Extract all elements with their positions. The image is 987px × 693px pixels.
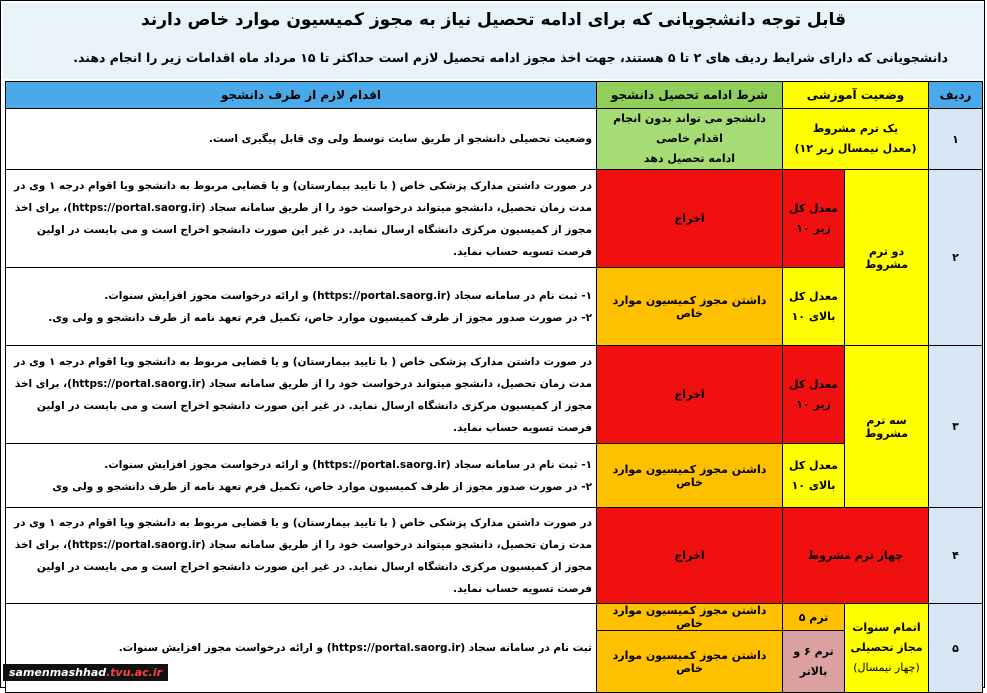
status-line: (چهار نیمسال): [853, 661, 920, 674]
action-cell: [6, 444, 597, 508]
action-line: ۲- در صورت صدور مجوز از طرف کمیسیون موارد خاص، تکمیل فرم تعهد نامه از طرف دانشجو و ولی وی.: [48, 311, 592, 324]
status-cell: سه ترم مشروط: [845, 346, 929, 508]
condition-cell: داشتن مجوز کمیسیون موارد خاص: [597, 444, 783, 508]
row-number: ۱: [929, 109, 983, 170]
row-number: ۵: [929, 604, 983, 693]
status-cell: [783, 109, 929, 170]
row-number: ۲: [929, 170, 983, 346]
action-line: ۱- ثبت نام در سامانه سجاد (https://portal.saorg.ir) و ارائه درخواست مجوز افزایش سنوات.: [104, 458, 592, 471]
sub-condition-cell: معدل کل زیر ۱۰: [783, 170, 845, 268]
condition-cell: داشتن مجوز کمیسیون موارد خاص: [597, 268, 783, 346]
condition-cell: [597, 109, 783, 170]
table-row: [6, 444, 983, 508]
status-cell: دو ترم مشروط: [845, 170, 929, 346]
condition-cell: اخراج: [597, 346, 783, 444]
action-line: ۲- در صورت صدور مجوز از طرف کمیسیون موارد خاص، تکمیل فرم تعهد نامه از طرف دانشجو و ولی وی: [52, 480, 592, 493]
header-status: وضعیت آموزشی: [783, 82, 929, 109]
status-cell: چهار ترم مشروط: [783, 508, 929, 604]
sub-condition-cell: معدل کل زیر ۱۰: [783, 346, 845, 444]
action-cell: در صورت داشتن مدارک پزشکی خاص ( با تایید بیمارستان) و یا قضایی مربوط به دانشجو ویا اقوام درجه ۱ وی در مدت زمان تحصیل، دانشجو میتواند درخواست خود را از طریق سامانه سجاد (https://portal.saorg.ir)، برای اخذ مجوز از کمیسیون مرکزی دانشگاه ارسال نماید. در غیر این صورت دانشجو اخراج است و می بایست در اولین فرصت تسویه حساب نماید.: [6, 346, 597, 444]
status-line: مجاز تحصیلی: [850, 641, 923, 654]
page-title: قابل توجه دانشجویانی که برای ادامه تحصیل نیاز به مجوز کمیسیون موارد خاص دارند: [3, 3, 984, 38]
condition-line: ادامه تحصیل دهد: [643, 152, 736, 165]
condition-cell: داشتن مجوز کمیسیون موارد خاص: [597, 631, 783, 693]
status-line: اتمام سنوات: [852, 621, 921, 634]
action-cell: در صورت داشتن مدارک پزشکی خاص ( با تایید بیمارستان) و یا قضایی مربوط به دانشجو ویا اقوام درجه ۱ وی در مدت زمان تحصیل، دانشجو میتواند درخواست خود را از طریق سامانه سجاد (https://portal.saorg.ir)، برای اخذ مجوز از کمیسیون مرکزی دانشگاه ارسال نماید. در غیر این صورت دانشجو اخراج است و می بایست در اولین فرصت تسویه حساب نماید.: [6, 170, 597, 268]
watermark-prefix: samenmashhad: [9, 666, 107, 679]
action-cell: در صورت داشتن مدارک پزشکی خاص ( با تایید بیمارستان) و یا قضایی مربوط به دانشجو ویا اقوام درجه ۱ وی در مدت زمان تحصیل، دانشجو میتواند درخواست خود را از طریق سامانه سجاد (https://portal.saorg.ir)، برای اخذ مجوز از کمیسیون مرکزی دانشگاه ارسال نماید. در غیر این صورت دانشجو اخراج است و می بایست در اولین فرصت تسویه حساب نماید.: [6, 508, 597, 604]
sub-condition-line: ترم ۶ و: [793, 644, 834, 658]
row-number: ۳: [929, 346, 983, 508]
status-line: (معدل نیمسال زیر ۱۲): [794, 142, 917, 155]
intro-text: دانشجویانی که دارای شرایط ردیف های ۲ تا ۵ هستند، جهت اخذ مجوز ادامه تحصیل لازم است حداکثر تا ۱۵ مرداد ماه اقدامات زیر را انجام دهند.: [3, 37, 984, 79]
sub-condition-line: معدل کل: [789, 289, 838, 303]
sub-condition-line: بالای ۱۰: [791, 309, 836, 323]
sub-condition-cell: [783, 268, 845, 346]
condition-line: دانشجو می تواند بدون انجام اقدام خاصی: [613, 112, 766, 145]
status-cell: [845, 604, 929, 693]
header-action: اقدام لازم از طرف دانشجو: [6, 82, 597, 109]
header-row-number: ردیف: [929, 82, 983, 109]
conditions-table: [5, 81, 983, 693]
status-line: یک ترم مشروط: [812, 122, 899, 135]
sub-condition-cell: ترم ۵: [783, 604, 845, 631]
watermark-suffix: .tvu.ac.ir: [106, 666, 163, 679]
table-row: [6, 109, 983, 170]
action-line: ۱- ثبت نام در سامانه سجاد (https://portal.saorg.ir) و ارائه درخواست مجوز افزایش سنوات.: [104, 289, 592, 302]
table-row: [6, 346, 983, 444]
sub-condition-line: معدل کل: [789, 458, 838, 472]
site-watermark: [3, 664, 168, 681]
condition-cell: داشتن مجوز کمیسیون موارد خاص: [597, 604, 783, 631]
header-condition: شرط ادامه تحصیل دانشجو: [597, 82, 783, 109]
row-number: ۴: [929, 508, 983, 604]
table-row: [6, 604, 983, 631]
sub-condition-cell: [783, 444, 845, 508]
table-row: [6, 508, 983, 604]
table-row: [6, 170, 983, 268]
condition-cell: اخراج: [597, 508, 783, 604]
sub-condition-cell: [783, 631, 845, 693]
action-cell: ثبت نام در سامانه سجاد (https://portal.saorg.ir) و ارائه درخواست مجوز افزایش سنوات.: [6, 604, 597, 693]
table-row: [6, 268, 983, 346]
action-cell: وضعیت تحصیلی دانشجو از طریق سایت توسط ولی وی قابل پیگیری است.: [6, 109, 597, 170]
table-header-row: [6, 82, 983, 109]
action-cell: [6, 268, 597, 346]
condition-cell: اخراج: [597, 170, 783, 268]
sub-condition-line: بالاتر: [799, 664, 828, 678]
sub-condition-line: بالای ۱۰: [791, 478, 836, 492]
